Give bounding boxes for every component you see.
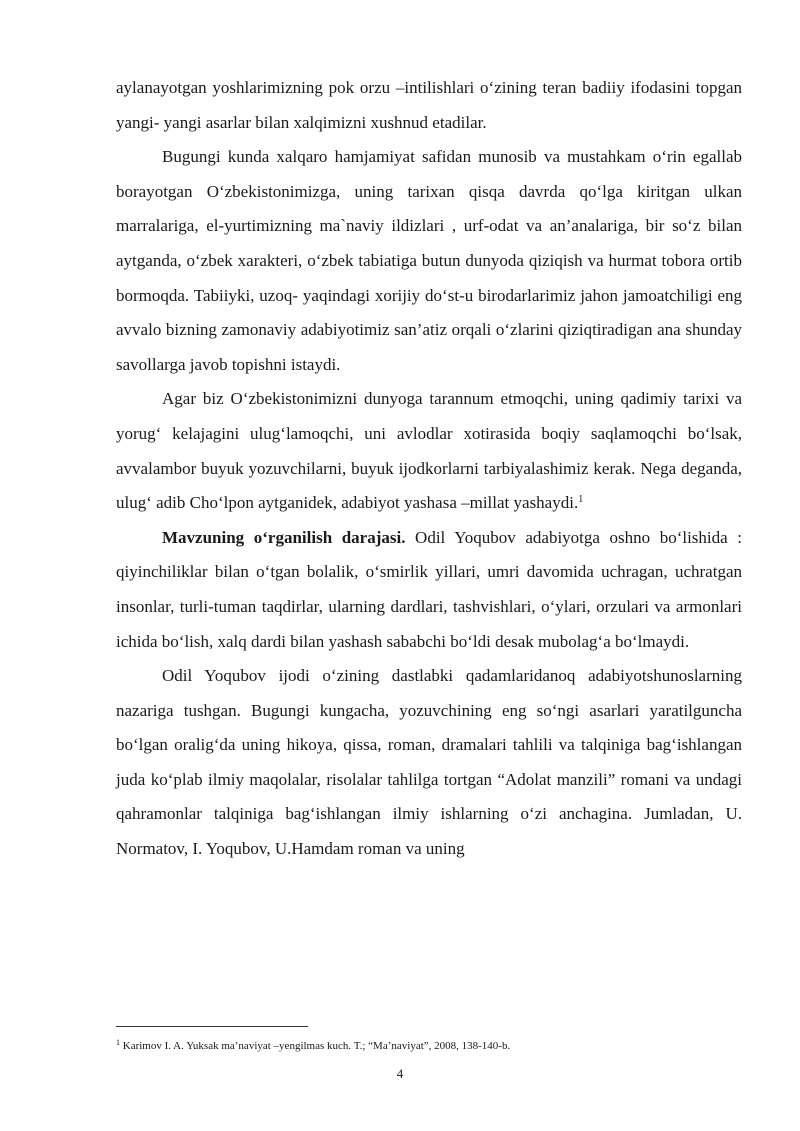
footnote-text: Karimov I. A. Yuksak ma’naviyat –yengilmas kuch. T.; “Ma’naviyat”, 2008, 138-140-b. (120, 1040, 511, 1052)
body-text (116, 71, 742, 867)
paragraph-1: aylanayotgan yoshlarimizning pok orzu –intilishlari o‘zining teran badiiy ifodasini topgan yangi- yangi asarlar bilan xalqimizni xushnud etadilar. (116, 78, 742, 132)
paragraph-2: Bugungi kunda xalqaro hamjamiyat safidan munosib va mustahkam o‘rin egallab borayotgan O‘zbekistonimizga, uning tarixan qisqa davrda qo‘lga kiritgan ulkan marralariga, el-yurtimizning ma`naviy ildizlari , urf-odat va an’analariga, bir so‘z bilan aytganda, o‘zbek xarakteri, o‘zbek tabiatiga butun dunyoda qiziqish va hurmat tobora ortib bormoqda. Tabiiyki, uzoq- yaqindagi xorijiy do‘st-u birodarlarimiz jahon jamoatchiligi eng avvalo bizning zamonaviy adabiyotimiz san’atiz orqali o‘zlarini qiziqtiradigan ana shunday savollarga javob topishni istaydi. (116, 147, 742, 374)
footnote-reference: 1 (578, 494, 584, 506)
section-heading: Mavzuning o‘rganilish darajasi. (162, 527, 406, 547)
footnote-number: 1 (116, 1038, 120, 1047)
paragraph-5: Odil Yoqubov ijodi o‘zining dastlabki qadamlaridanoq adabiyotshunoslarning nazariga tushgan. Bugungi kungacha, yozuvchining eng so‘ngi asarlari yaratilguncha bo‘lgan oralig‘da uning hikoya, qissa, roman, dramalari tahlili va talqiniga bag‘ishlangan juda ko‘plab ilmiy maqolalar, risolalar tahlilga tortgan “Adolat manzili” romani va undagi qahramonlar talqiniga bag‘ishlangan ilmiy ishlarning o‘zi anchagina. Jumladan, U. Normatov, I. Yoqubov, U.Hamdam roman va uning (116, 666, 742, 859)
footnote (116, 1039, 742, 1053)
paragraph-3-text: Agar biz O‘zbekistonimizni dunyoga tarannum etmoqchi, uning qadimiy tarixi va yorug‘ kelajagini ulug‘lamoqchi, uni avlodlar xotirasida boqiy saqlamoqchi bo‘lsak, avvalambor buyuk yozuvchilarni, buyuk ijodkorlarni tarbiyalashimiz kerak. Nega deganda, ulug‘ adib Cho‘lpon aytganidek, adabiyot yashasa –millat yashaydi. (116, 389, 742, 513)
paragraph-3 (116, 382, 742, 520)
footnote-divider (116, 1026, 308, 1027)
paragraph-4 (116, 521, 742, 659)
paragraph-4-text: Odil Yoqubov adabiyotga oshno bo‘lishida : qiyinchiliklar bilan o‘tgan bolalik, o‘smirlik yillari, umri davomida uchragan, uchratgan insonlar, turli-tuman taqdirlar, ularning dardlari, tashvishlari, o‘ylari, orzulari va armonlari ichida bo‘lish, xalq dardi bilan yashash sababchi bo‘ldi desak mubolag‘a bo‘lmaydi. (116, 527, 742, 651)
page-number: 4 (396, 1066, 404, 1081)
